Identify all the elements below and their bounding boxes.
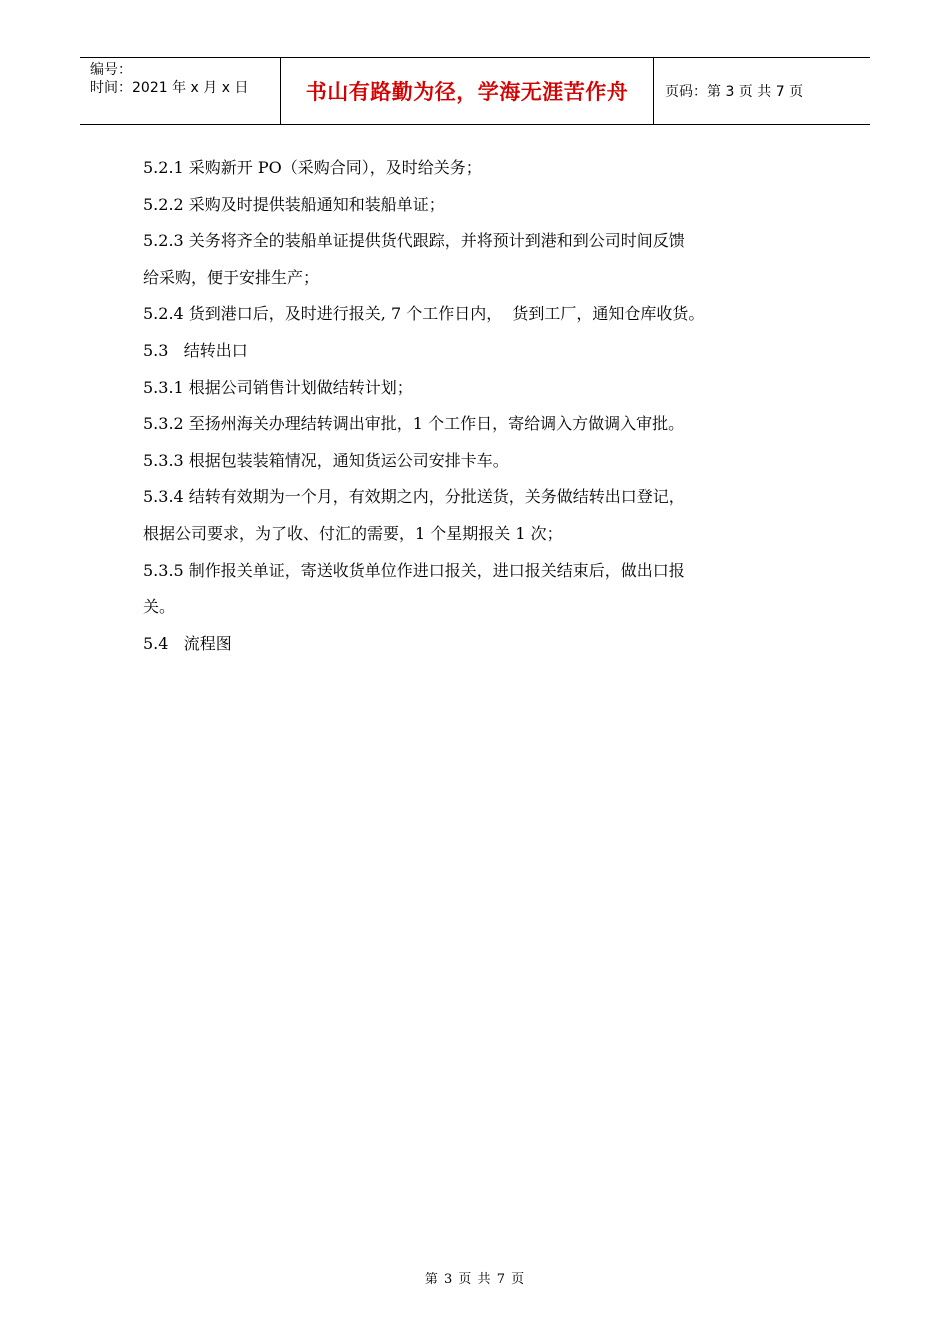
paragraph: 5.3.5 制作报关单证，寄送收货单位作进口报关，进口报关结束后，做出口报 [143,560,685,580]
paragraph: 5.3.4 结转有效期为一个月，有效期之内，分批送货，关务做结转出口登记， [143,487,685,507]
section-heading: 5.4 流程图 [143,633,232,653]
header-page-number: 页码：第 3 页 共 7 页 [665,84,804,100]
paragraph: 根据公司要求，为了收、付汇的需要，1 个星期报关 1 次； [143,523,563,543]
paragraph: 5.3.1 根据公司销售计划做结转计划； [143,377,413,397]
header-slogan: 书山有路勤为径，学海无涯苦作舟 [281,58,654,124]
paragraph: 5.2.4 货到港口后，及时进行报关, 7 个工作日内， 货到工厂，通知仓库收货。 [143,304,705,324]
document-body [143,150,833,662]
paragraph: 5.3.3 根据包装装箱情况，通知货运公司安排卡车。 [143,450,509,470]
page-footer: 第 3 页 共 7 页 [424,1272,526,1287]
paragraph: 关。 [143,597,176,617]
header-meta [80,58,281,124]
paragraph: 给采购，便于安排生产； [143,267,320,287]
section-heading: 5.3 结转出口 [143,340,248,360]
document-header [80,57,870,125]
paragraph: 5.2.2 采购及时提供装船通知和装船单证； [143,194,445,214]
paragraph: 5.3.2 至扬州海关办理结转调出审批，1 个工作日，寄给调入方做调入审批。 [143,414,685,434]
paragraph: 5.2.1 采购新开 PO（采购合同），及时给关务； [143,158,482,177]
paragraph: 5.2.3 关务将齐全的装船单证提供货代跟踪，并将预计到港和到公司时间反馈 [143,231,685,251]
document-number-label: 编号： [90,62,132,78]
document-time-label: 时间：2021 年 x 月 x 日 [90,80,249,96]
